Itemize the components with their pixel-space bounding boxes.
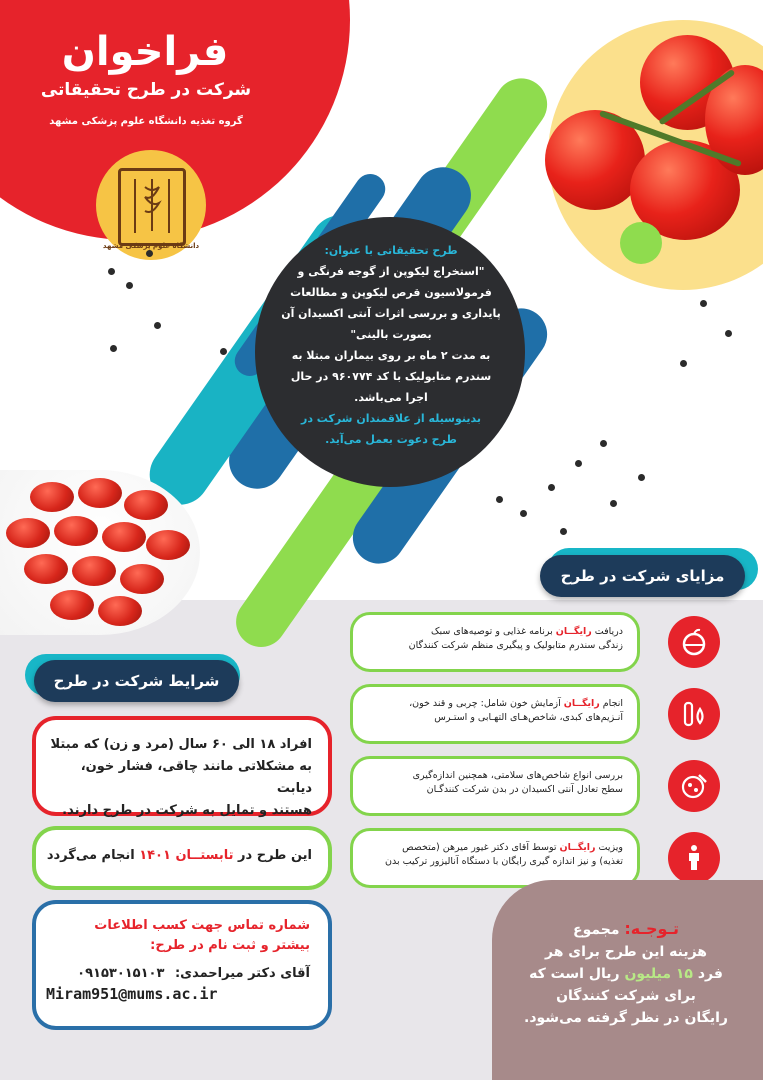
contact-box — [32, 900, 332, 1030]
blood-test-icon — [668, 688, 720, 740]
project-desc-line: سندرم متابولیک با کد ۹۶۰۷۷۴ در حال — [290, 370, 492, 383]
eligibility-line: به مشکلاتی مانند چاقی، فشار خون، دیابت — [80, 759, 312, 796]
pill — [146, 530, 190, 560]
contact-phone[interactable]: ۰۹۱۵۳۰۱۵۱۰۳ — [77, 966, 165, 981]
green-circle — [620, 222, 662, 264]
deco-dot — [725, 330, 732, 337]
contact-heading: بیشتر و ثبت نام در طرح: — [150, 938, 310, 953]
contact-heading: شماره تماس جهت کسب اطلاعات — [94, 918, 310, 933]
benefit-item — [350, 612, 640, 672]
benefit-line: تغذیه) و نیز اندازه گیری رایگان با دستگاه آنالیزور ترکیب بدن — [384, 856, 623, 867]
project-invite-line: طرح دعوت بعمل می‌آید. — [325, 433, 457, 446]
benefits-header — [540, 555, 745, 597]
deco-dot — [110, 345, 117, 352]
deco-dot — [108, 268, 115, 275]
benefit-item — [350, 684, 640, 744]
pills-image — [0, 470, 200, 635]
eligibility-box — [32, 716, 332, 816]
benefit-line: سطح تعادل آنتی اکسیدان در بدن شرکت کنندگـان — [426, 784, 623, 795]
project-desc-line: اجرا می‌باشد. — [354, 391, 428, 404]
pill — [102, 522, 146, 552]
pill — [78, 478, 122, 508]
conditions-heading: شرایط شرکت در طرح — [53, 672, 220, 690]
benefit-item — [350, 756, 640, 816]
deco-dot — [680, 360, 687, 367]
project-description — [275, 240, 507, 450]
benefit-line: بررسی انواع شاخص‌های سلامتی، همچنین اندازه‌گیری — [412, 770, 623, 781]
department-name: گروه تغذیه دانشگاه علوم پزشکی مشهد — [49, 116, 243, 127]
project-invite-line: بدینوسیله از علاقمندان شرکت در — [300, 412, 482, 425]
deco-dot — [610, 500, 617, 507]
pill — [54, 516, 98, 546]
deco-dot — [146, 250, 153, 257]
benefits-heading: مزایای شرکت در طرح — [560, 567, 725, 585]
pill — [124, 490, 168, 520]
note-label: تـوجـه: — [624, 919, 679, 938]
project-desc-line: به مدت ۲ ماه بر روی بیماران مبتلا به — [291, 349, 491, 362]
apple-measure-icon — [668, 616, 720, 668]
conditions-header — [34, 660, 239, 702]
deco-dot — [126, 282, 133, 289]
body-scale-icon — [668, 832, 720, 884]
project-title-line: "استخراج لیکوپن از گوجه فرنگی و — [297, 265, 485, 278]
university-logo — [96, 150, 206, 260]
deco-dot — [600, 440, 607, 447]
deco-dot — [496, 496, 503, 503]
project-title-line: فرمولاسیون قرص لیکوپن و مطالعات — [290, 286, 492, 299]
deco-dot — [700, 300, 707, 307]
page-subtitle: شرکت در طرح تحقیقاتی — [40, 80, 252, 100]
deco-dot — [520, 510, 527, 517]
timing-box: این طرح در تابستــان ۱۴۰۱ انجام می‌گردد — [32, 826, 332, 890]
contact-email[interactable]: Miram951@mums.ac.ir — [46, 985, 218, 1003]
project-title-line: بصورت بالینی" — [350, 328, 432, 341]
deco-dot — [575, 460, 582, 467]
lab-dish-icon — [668, 760, 720, 812]
logo-text: دانشگاه علوم پزشکی مشهد — [102, 242, 200, 250]
benefit-line: ویزیت رایگــان توسط آقای دکتر غیور میرهن (متخصص — [402, 842, 623, 853]
pill — [24, 554, 68, 584]
benefit-line: آنـزیم‌های کبدی، شاخص‌هـای التهـابی و استـرس — [434, 712, 623, 723]
benefit-item — [350, 828, 640, 888]
logo-shield-icon — [118, 168, 186, 246]
deco-dot — [220, 348, 227, 355]
eligibility-line: افراد ۱۸ الی ۶۰ سال (مرد و زن) که مبتلا — [50, 737, 312, 752]
pill — [6, 518, 50, 548]
pill — [50, 590, 94, 620]
pill — [72, 556, 116, 586]
benefit-line: دریافت رایگــان برنامه غذایی و توصیه‌های سبک — [431, 626, 623, 637]
contact-name: آقای دکتر میراحمدی: — [174, 966, 310, 981]
pill — [98, 596, 142, 626]
project-title-line: پایداری و بررسی اثرات آنتی اکسیدان آن — [281, 307, 501, 320]
pill — [30, 482, 74, 512]
deco-dot — [560, 528, 567, 535]
deco-dot — [548, 484, 555, 491]
benefit-line: زندگی سندرم متابولیک و پیگیری منظم شرکت کنندگان — [408, 640, 623, 651]
page-title: فراخوان — [61, 29, 229, 75]
cost-note: تـوجـه: مجموع هزینه این طرح برای هر فرد ۱۵ میلیون ریال است که برای شرکت کنندگان رایگان در نظر گرفته می‌شود. — [524, 919, 728, 1026]
deco-dot — [154, 322, 161, 329]
pill — [120, 564, 164, 594]
benefit-line: انجام رایگــان آزمایش خون شامل: چربی و قند خون، — [409, 698, 623, 709]
project-heading: طرح تحقیقاتی با عنوان: — [324, 244, 458, 257]
eligibility-line: هستند و تمایل به شرکت در طرح دارند. — [62, 803, 312, 818]
deco-dot — [638, 474, 645, 481]
